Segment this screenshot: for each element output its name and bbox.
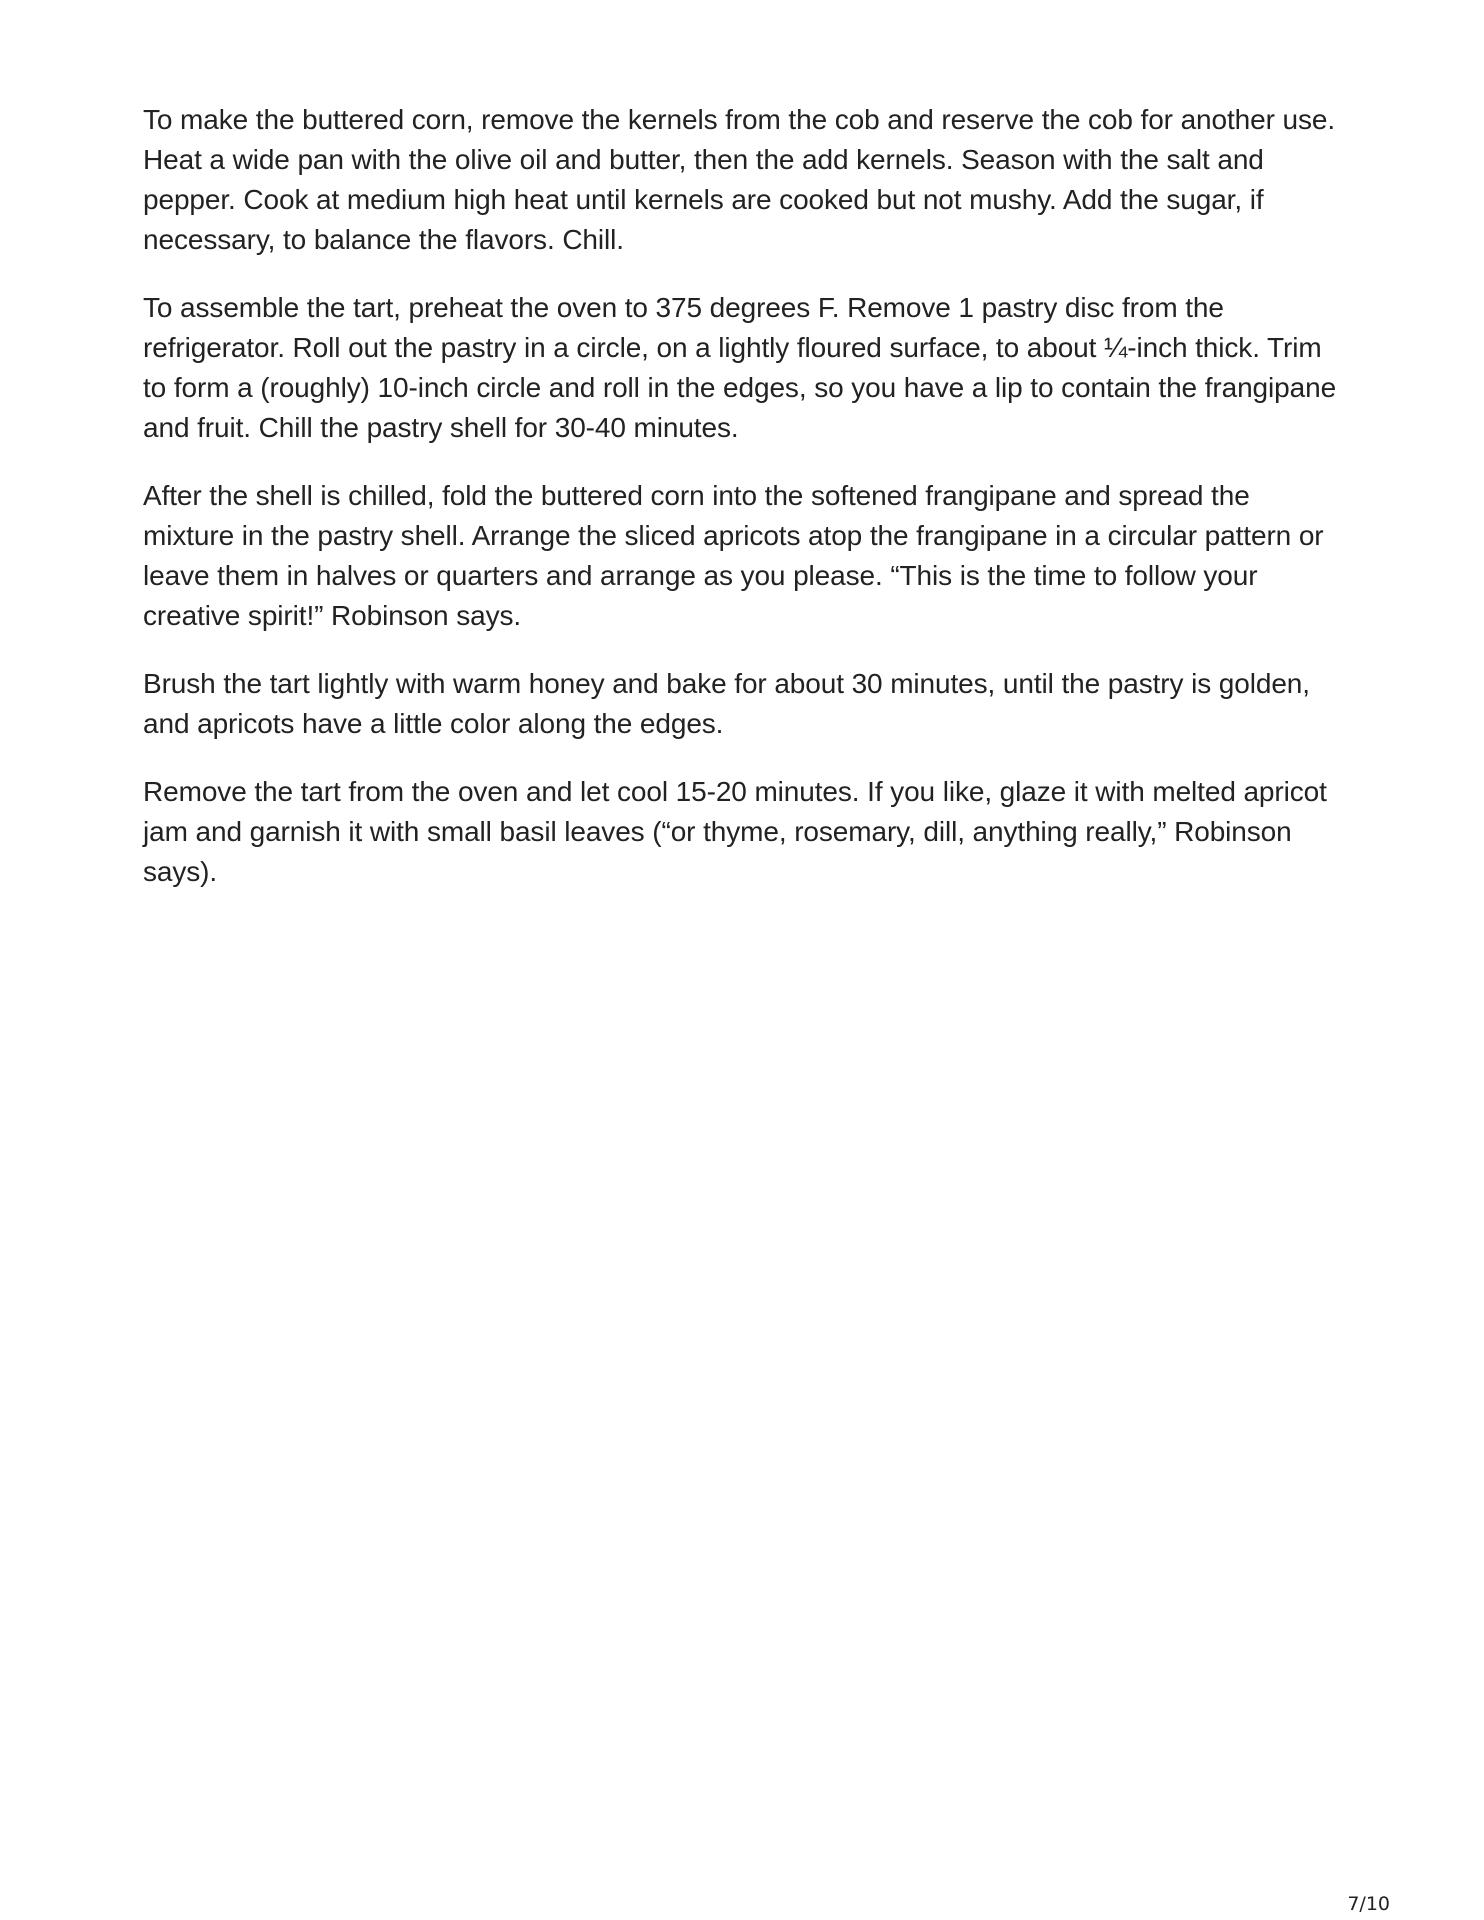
recipe-instructions [143,100,1343,920]
paragraph-fill-shell: After the shell is chilled, fold the buttered corn into the softened frangipane and spread the mixture in the pastry shell. Arrange the sliced apricots atop the frangipane in a circular pattern or leave them in halves or quarters and arrange as you please. “This is the time to follow your creative spirit!” Robinson says. [143,480,1324,631]
paragraph-buttered-corn: To make the buttered corn, remove the kernels from the cob and reserve the cob for another use. Heat a wide pan with the olive oil and butter, then the add kernels. Season with the salt and pepper. Cook at medium high heat until kernels are cooked but not mushy. Add the sugar, if necessary, to balance the flavors. Chill. [143,104,1336,255]
page-number: 7/10 [1347,1893,1390,1915]
paragraph-assemble-tart: To assemble the tart, preheat the oven to 375 degrees F. Remove 1 pastry disc from the refrigerator. Roll out the pastry in a circle, on a lightly floured surface, to about ¼-inch thick. Trim to form a (roughly) 10-inch circle and roll in the edges, so you have a lip to contain the frangipane and fruit. Chill the pastry shell for 30-40 minutes. [143,292,1337,443]
paragraph-finish: Remove the tart from the oven and let cool 15-20 minutes. If you like, glaze it with melted apricot jam and garnish it with small basil leaves (“or thyme, rosemary, dill, anything really,” Robinson says). [143,776,1327,887]
paragraph-bake: Brush the tart lightly with warm honey and bake for about 30 minutes, until the pastry is golden, and apricots have a little color along the edges. [143,668,1310,739]
